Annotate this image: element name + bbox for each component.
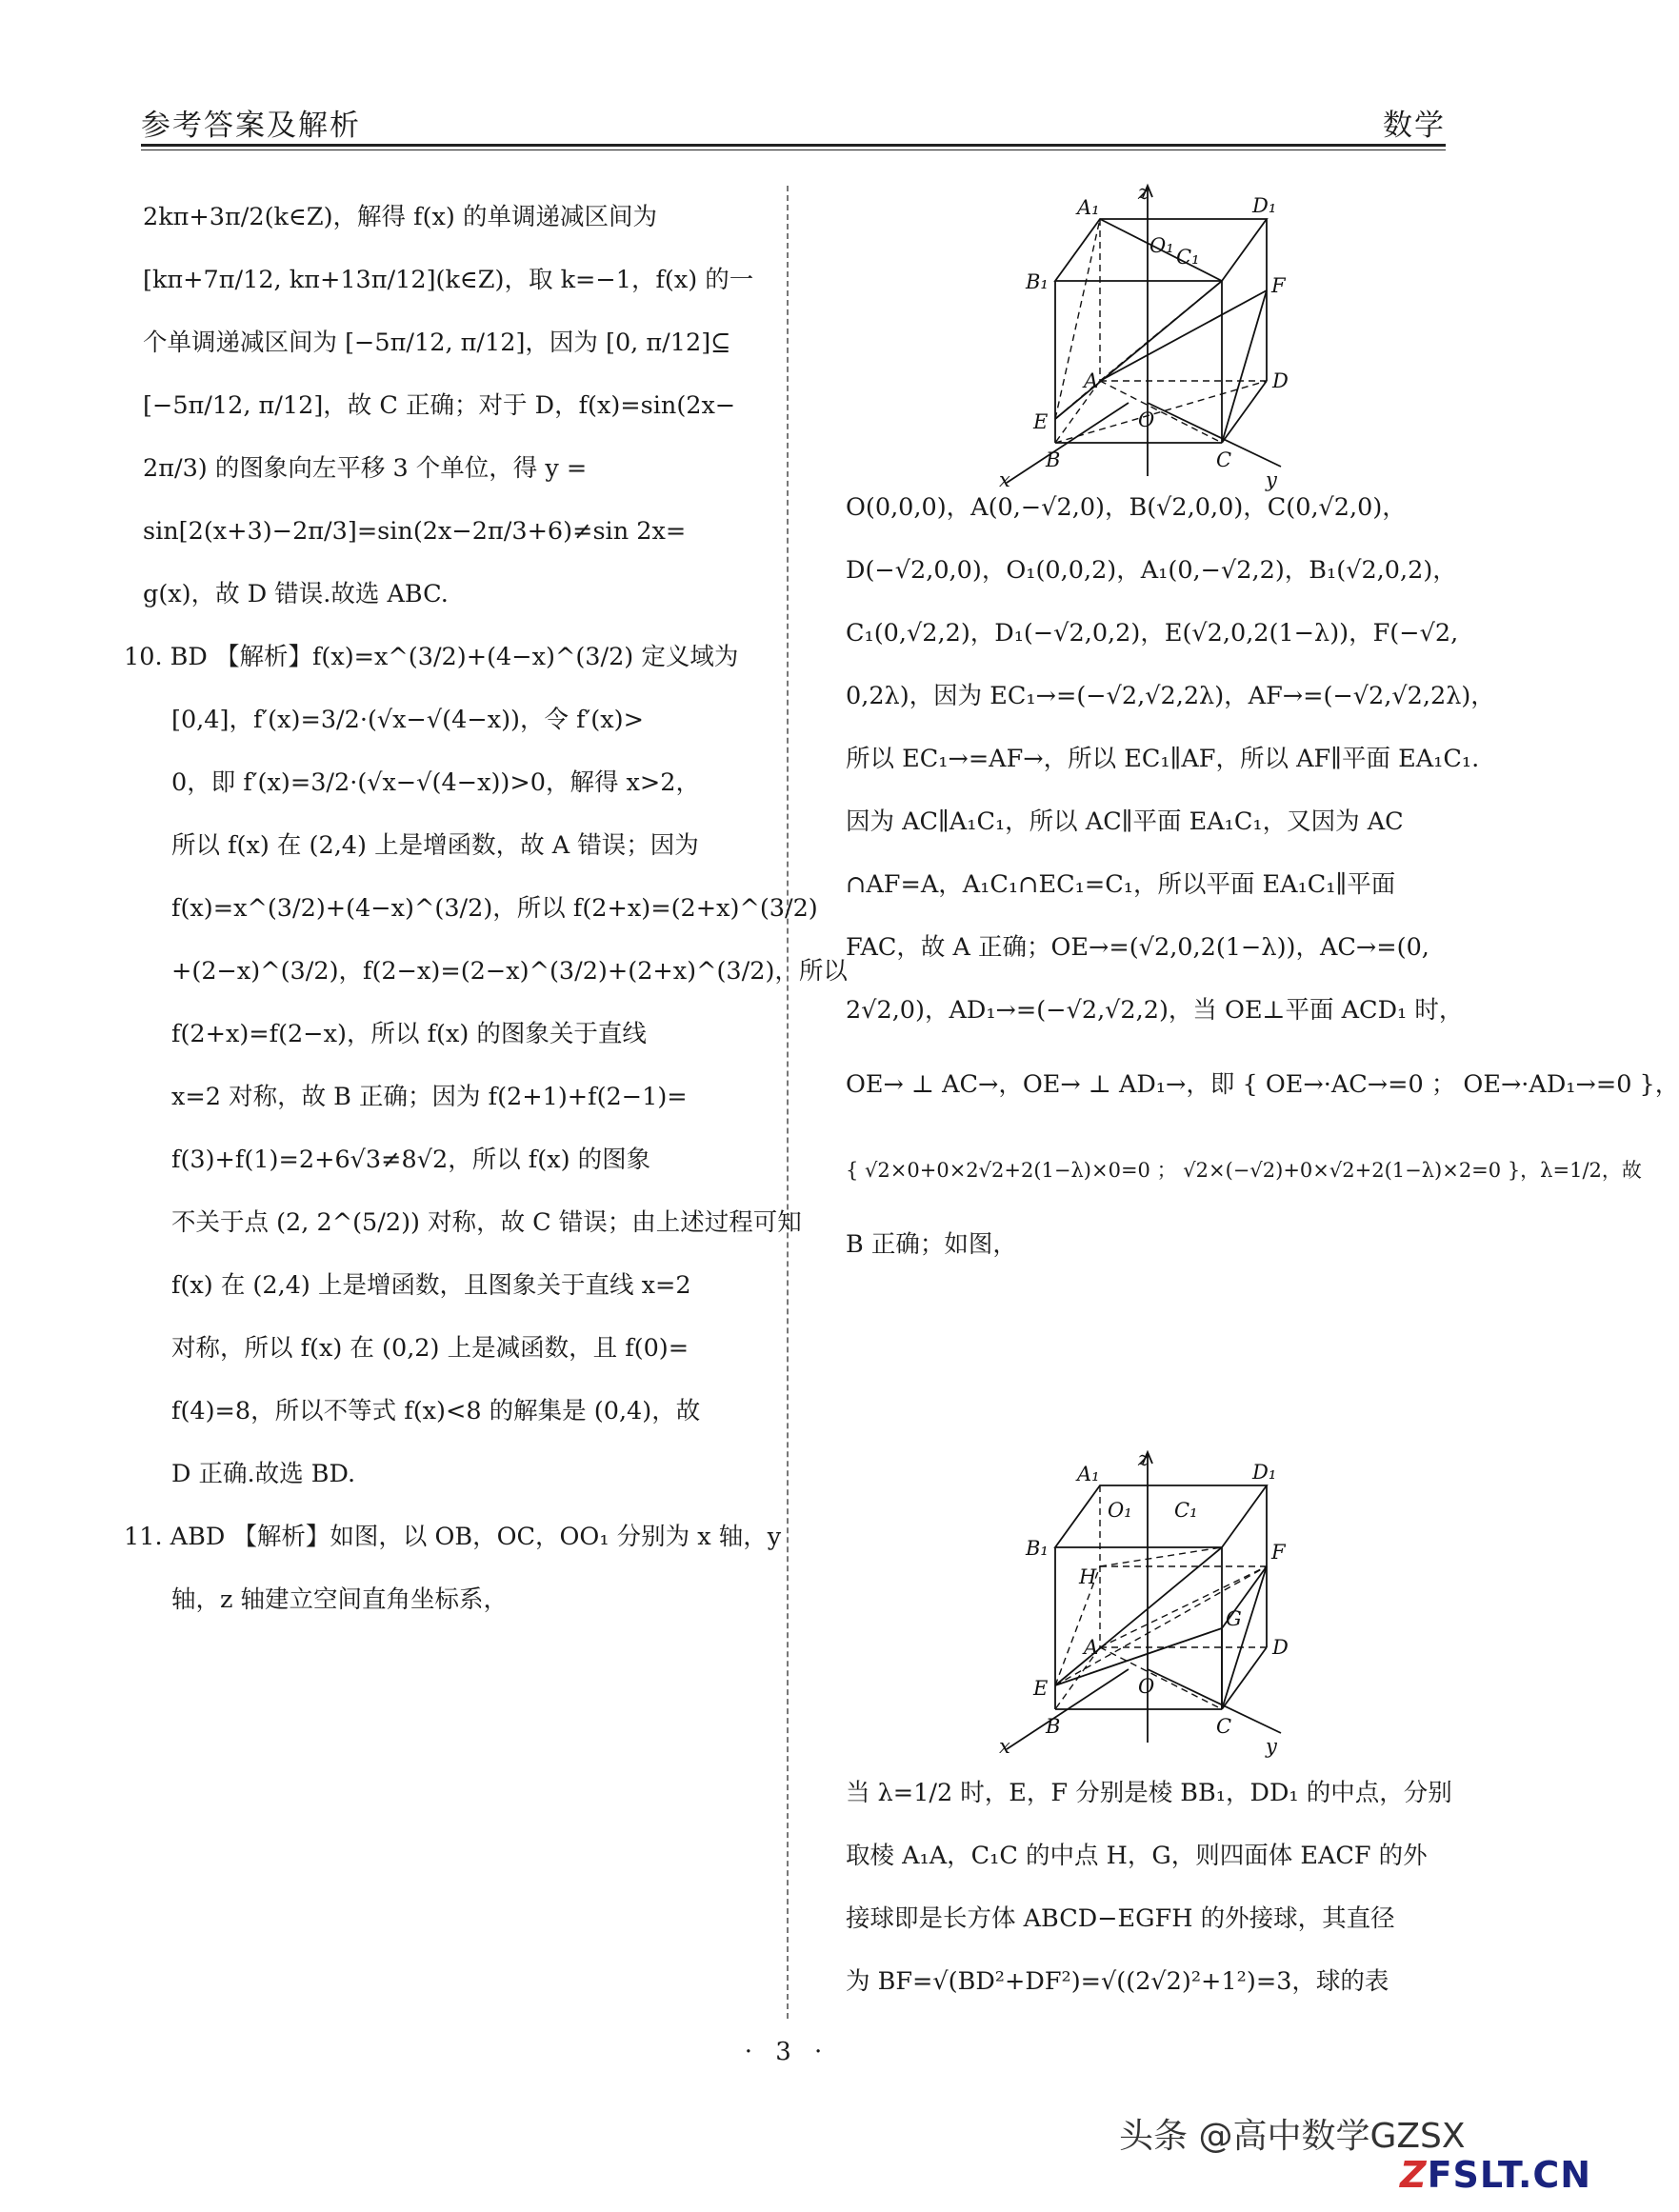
text-line: [0,4]，f′(x)=3/2·(√x−√(4−x))，令 f′(x)> xyxy=(171,706,644,734)
text-line: f(x) 在 (2,4) 上是增函数，且图象关于直线 x=2 xyxy=(171,1271,691,1300)
text-line: C₁(0,√2,2)，D₁(−√2,0,2)，E(√2,0,2(1−λ))，F(−√2, xyxy=(846,619,1459,648)
axis-y-label: y xyxy=(1266,468,1277,491)
text-line: D 正确.故选 BD. xyxy=(171,1460,356,1488)
question-11-heading: 11. ABD 【解析】如图，以 OB，OC，OO₁ 分别为 x 轴，y xyxy=(124,1523,782,1551)
text-line: D(−√2,0,0)，O₁(0,0,2)，A₁(0,−√2,2)，B₁(√2,0,2)， xyxy=(846,556,1457,585)
vertex-B-label: B xyxy=(1046,448,1061,471)
text-line: ∩AF=A，A₁C₁∩EC₁=C₁，所以平面 EA₁C₁∥平面 xyxy=(846,870,1396,899)
text-line: x=2 对称，故 B 正确；因为 f(2+1)+f(2−1)= xyxy=(171,1083,688,1111)
vertex-A1-label: A₁ xyxy=(1077,196,1100,219)
vertex-D1-label: D₁ xyxy=(1252,1461,1277,1484)
point-F-label: F xyxy=(1271,274,1286,297)
text-line: sin[2(x+3)−2π/3]=sin(2x−2π/3+6)≠sin 2x= xyxy=(143,517,687,546)
text-line: O(0,0,0)，A(0,−√2,0)，B(√2,0,0)，C(0,√2,0)， xyxy=(846,493,1407,522)
page-number: · 3 · xyxy=(744,2038,830,2066)
text-line: f(2+x)=f(2−x)，所以 f(x) 的图象关于直线 xyxy=(171,1020,647,1048)
point-E-label: E xyxy=(1033,1677,1049,1700)
text-line: [kπ+7π/12, kπ+13π/12](k∈Z)，取 k=−1，f(x) 的一 xyxy=(143,266,754,294)
vertex-C-label: C xyxy=(1216,1715,1232,1738)
text-line: 个单调递减区间为 [−5π/12, π/12]，因为 [0, π/12]⊆ xyxy=(143,329,731,357)
text-line: OE→ ⊥ AC→，OE→ ⊥ AD₁→，即 { OE→·AC→=0 ； OE→·AD₁→=0 }， xyxy=(846,1070,1679,1099)
watermark-logo-rest: FSLT.CN xyxy=(1427,2154,1592,2196)
vertex-D-label: D xyxy=(1272,1636,1289,1659)
axis-y-label: y xyxy=(1266,1735,1277,1758)
vertex-B1-label: B₁ xyxy=(1026,1537,1049,1560)
text-line: B 正确；如图， xyxy=(846,1230,1017,1259)
page-header xyxy=(141,95,1446,143)
point-O1-label: O₁ xyxy=(1149,234,1174,257)
axis-z-label: z xyxy=(1138,1447,1149,1470)
watermark-text: 头条 @高中数学GZSX xyxy=(1119,2117,1466,2156)
vertex-B1-label: B₁ xyxy=(1026,270,1049,293)
text-line: 当 λ=1/2 时，E，F 分别是棱 BB₁，DD₁ 的中点，分别 xyxy=(846,1779,1452,1807)
vertex-C1-label: C₁ xyxy=(1174,1499,1198,1522)
header-rule-thin xyxy=(141,149,1446,150)
text-line: 0,2λ)，因为 EC₁→=(−√2,√2,2λ)，AF→=(−√2,√2,2λ)， xyxy=(846,682,1495,710)
text-line: FAC，故 A 正确；OE→=(√2,0,2(1−λ))，AC→=(0, xyxy=(846,933,1429,962)
text-line: 2√2,0)，AD₁→=(−√2,√2,2)，当 OE⊥平面 ACD₁ 时， xyxy=(846,996,1464,1025)
vertex-A-label: A xyxy=(1084,369,1099,392)
text-line: 2π/3) 的图象向左平移 3 个单位，得 y = xyxy=(143,454,588,483)
text-line: 因为 AC∥A₁C₁，所以 AC∥平面 EA₁C₁，又因为 AC xyxy=(846,807,1404,836)
point-F-label: F xyxy=(1271,1541,1286,1564)
point-E-label: E xyxy=(1033,410,1049,433)
text-line: 2kπ+3π/2(k∈Z)，解得 f(x) 的单调递减区间为 xyxy=(143,203,657,231)
origin-O-label: O xyxy=(1138,409,1155,431)
vertex-B-label: B xyxy=(1046,1715,1061,1738)
header-rule-thick xyxy=(141,144,1446,147)
origin-O-label: O xyxy=(1138,1675,1155,1698)
text-line: 对称，所以 f(x) 在 (0,2) 上是减函数，且 f(0)= xyxy=(171,1334,690,1363)
point-O1-label: O₁ xyxy=(1108,1499,1132,1522)
left-column xyxy=(124,186,848,1631)
question-10-heading: 10. BD 【解析】f(x)=x^(3/2)+(4−x)^(3/2) 定义域为 xyxy=(124,643,739,671)
text-line: 取棱 A₁A，C₁C 的中点 H，G，则四面体 EACF 的外 xyxy=(846,1842,1428,1870)
text-line: 为 BF=√(BD²+DF²)=√((2√2)²+1²)=3，球的表 xyxy=(846,1967,1389,1996)
vertex-D-label: D xyxy=(1272,369,1289,392)
text-line: f(4)=8，所以不等式 f(x)<8 的解集是 (0,4)，故 xyxy=(171,1397,701,1425)
text-line: 接球即是长方体 ABCD−EGFH 的外接球，其直径 xyxy=(846,1904,1395,1933)
text-line: 不关于点 (2, 2^(5/2)) 对称，故 C 错误；由上述过程可知 xyxy=(171,1208,802,1237)
vertex-C1-label: C₁ xyxy=(1176,246,1200,269)
text-line: f(x)=x^(3/2)+(4−x)^(3/2)，所以 f(2+x)=(2+x)^(3/2) xyxy=(171,894,818,923)
header-subject: 数学 xyxy=(1383,109,1446,143)
header-title: 参考答案及解析 xyxy=(141,109,361,143)
vertex-C-label: C xyxy=(1216,448,1232,471)
text-line: 轴，z 轴建立空间直角坐标系， xyxy=(171,1585,509,1614)
column-divider xyxy=(787,186,789,2019)
text-line: [−5π/12, π/12]，故 C 正确；对于 D，f(x)=sin(2x− xyxy=(143,391,736,420)
axis-x-label: x xyxy=(999,1735,1010,1758)
vertex-A-label: A xyxy=(1084,1636,1099,1659)
point-H-label: H xyxy=(1079,1565,1097,1588)
watermark-logo xyxy=(1400,2154,1591,2196)
point-G-label: G xyxy=(1226,1607,1242,1630)
cube-figure-2 xyxy=(986,1443,1295,1757)
text-line: f(3)+f(1)=2+6√3≠8√2，所以 f(x) 的图象 xyxy=(171,1146,651,1174)
text-line: 0，即 f′(x)=3/2·(√x−√(4−x))>0，解得 x>2， xyxy=(171,768,701,797)
text-line: +(2−x)^(3/2)，f(2−x)=(2−x)^(3/2)+(2+x)^(3/2)，所以 xyxy=(171,957,848,986)
right-column-bottom xyxy=(846,1762,1452,2013)
text-line: { √2×0+0×2√2+2(1−λ)×0=0 ； √2×(−√2)+0×√2+2(1−λ)×2=0 }，λ=1/2，故 xyxy=(846,1159,1642,1182)
text-line: g(x)，故 D 错误.故选 ABC. xyxy=(143,580,449,608)
axis-z-label: z xyxy=(1138,181,1149,204)
axis-x-label: x xyxy=(999,468,1010,491)
right-column-top xyxy=(846,476,1679,1276)
text-line: 所以 EC₁→=AF→，所以 EC₁∥AF，所以 AF∥平面 EA₁C₁. xyxy=(846,745,1480,773)
watermark-logo-z: Z xyxy=(1400,2154,1428,2196)
vertex-D1-label: D₁ xyxy=(1252,194,1277,217)
cube-figure-1 xyxy=(986,176,1295,490)
text-line: 所以 f(x) 在 (2,4) 上是增函数，故 A 错误；因为 xyxy=(171,831,699,860)
vertex-A1-label: A₁ xyxy=(1077,1463,1100,1485)
